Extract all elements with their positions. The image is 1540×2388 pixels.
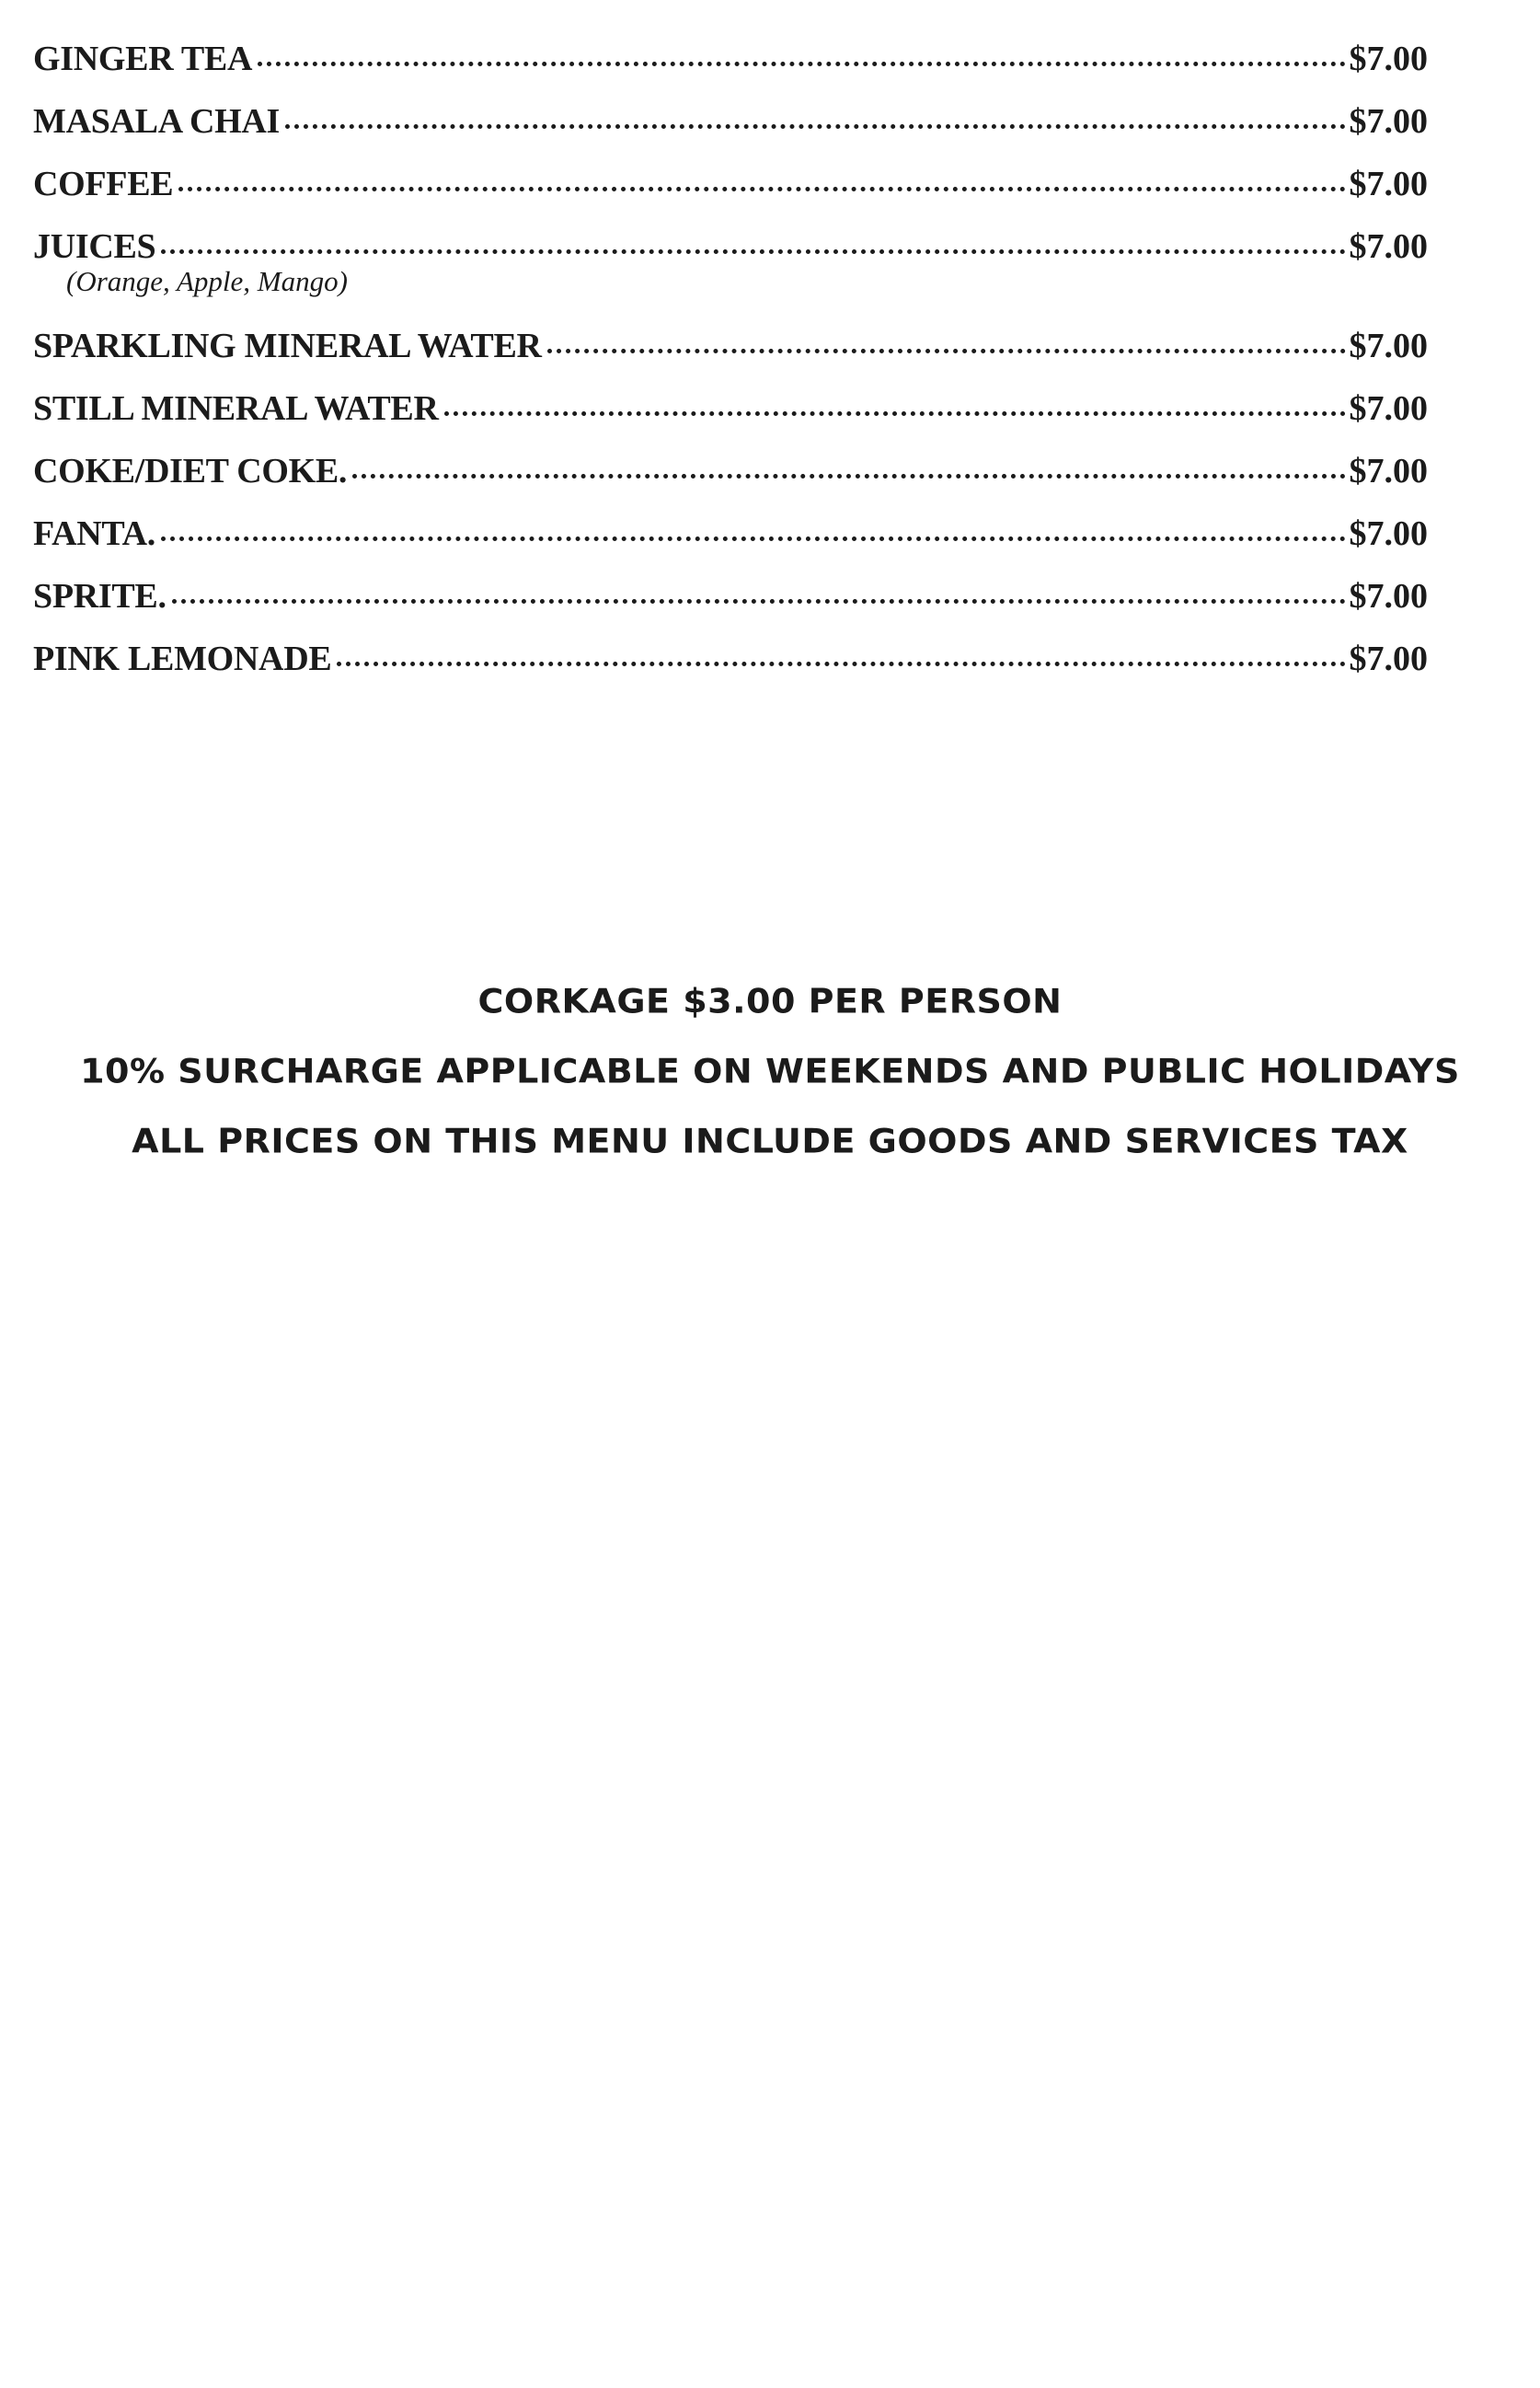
menu-item-price: $7.00 xyxy=(1349,327,1428,365)
menu-item-pink-lemonade xyxy=(33,639,1428,701)
dot-leader xyxy=(172,599,1346,604)
dot-leader xyxy=(178,187,1345,191)
menu-item-coke-diet-coke xyxy=(33,451,1428,513)
menu-item-name: GINGER TEA xyxy=(33,40,253,78)
menu-item-price: $7.00 xyxy=(1349,227,1428,266)
menu-item-sparkling-mineral-water xyxy=(33,326,1428,388)
menu-item-name: PINK LEMONADE xyxy=(33,640,332,678)
dot-leader xyxy=(258,62,1345,66)
dot-leader xyxy=(161,536,1346,541)
menu-item-price: $7.00 xyxy=(1349,452,1428,490)
menu-item-price: $7.00 xyxy=(1349,389,1428,428)
dot-leader xyxy=(161,249,1345,254)
menu-item-masala-chai xyxy=(33,101,1428,164)
dot-leader xyxy=(352,474,1345,479)
menu-item-sprite xyxy=(33,576,1428,639)
menu-item-price: $7.00 xyxy=(1349,640,1428,678)
menu-item-juices xyxy=(33,226,1428,266)
menu-item-fanta xyxy=(33,513,1428,576)
menu-item-price: $7.00 xyxy=(1349,577,1428,616)
dot-leader xyxy=(337,662,1345,666)
menu-item-note-juices: (Orange, Apple, Mango) xyxy=(66,265,348,297)
dot-leader xyxy=(444,411,1346,416)
menu-item-name: COKE/DIET COKE. xyxy=(33,452,348,490)
menu-notices xyxy=(0,966,1540,1176)
menu-item-price: $7.00 xyxy=(1349,102,1428,141)
tax-notice: ALL PRICES ON THIS MENU INCLUDE GOODS AND SERVICES TAX xyxy=(132,1122,1408,1160)
menu-item-coffee xyxy=(33,164,1428,226)
dot-leader xyxy=(547,349,1346,353)
menu-item-price: $7.00 xyxy=(1349,40,1428,78)
menu-item-name: MASALA CHAI xyxy=(33,102,281,141)
menu-item-name: COFFEE xyxy=(33,165,174,203)
menu-item-price: $7.00 xyxy=(1349,165,1428,203)
menu-item-price: $7.00 xyxy=(1349,514,1428,553)
menu-item-ginger-tea xyxy=(33,39,1428,101)
menu-item-name: SPRITE. xyxy=(33,577,167,616)
menu-item-name: SPARKLING MINERAL WATER xyxy=(33,327,542,365)
dot-leader xyxy=(285,124,1345,129)
corkage-notice: CORKAGE $3.00 PER PERSON xyxy=(477,982,1063,1021)
menu-item-still-mineral-water xyxy=(33,388,1428,451)
menu-item-name: STILL MINERAL WATER xyxy=(33,389,439,428)
surcharge-notice: 10% SURCHARGE APPLICABLE ON WEEKENDS AND PUBLIC HOLIDAYS xyxy=(80,1052,1460,1090)
drinks-menu-list xyxy=(33,39,1428,701)
menu-item-name: JUICES xyxy=(33,227,156,266)
menu-item-name: FANTA. xyxy=(33,514,155,553)
